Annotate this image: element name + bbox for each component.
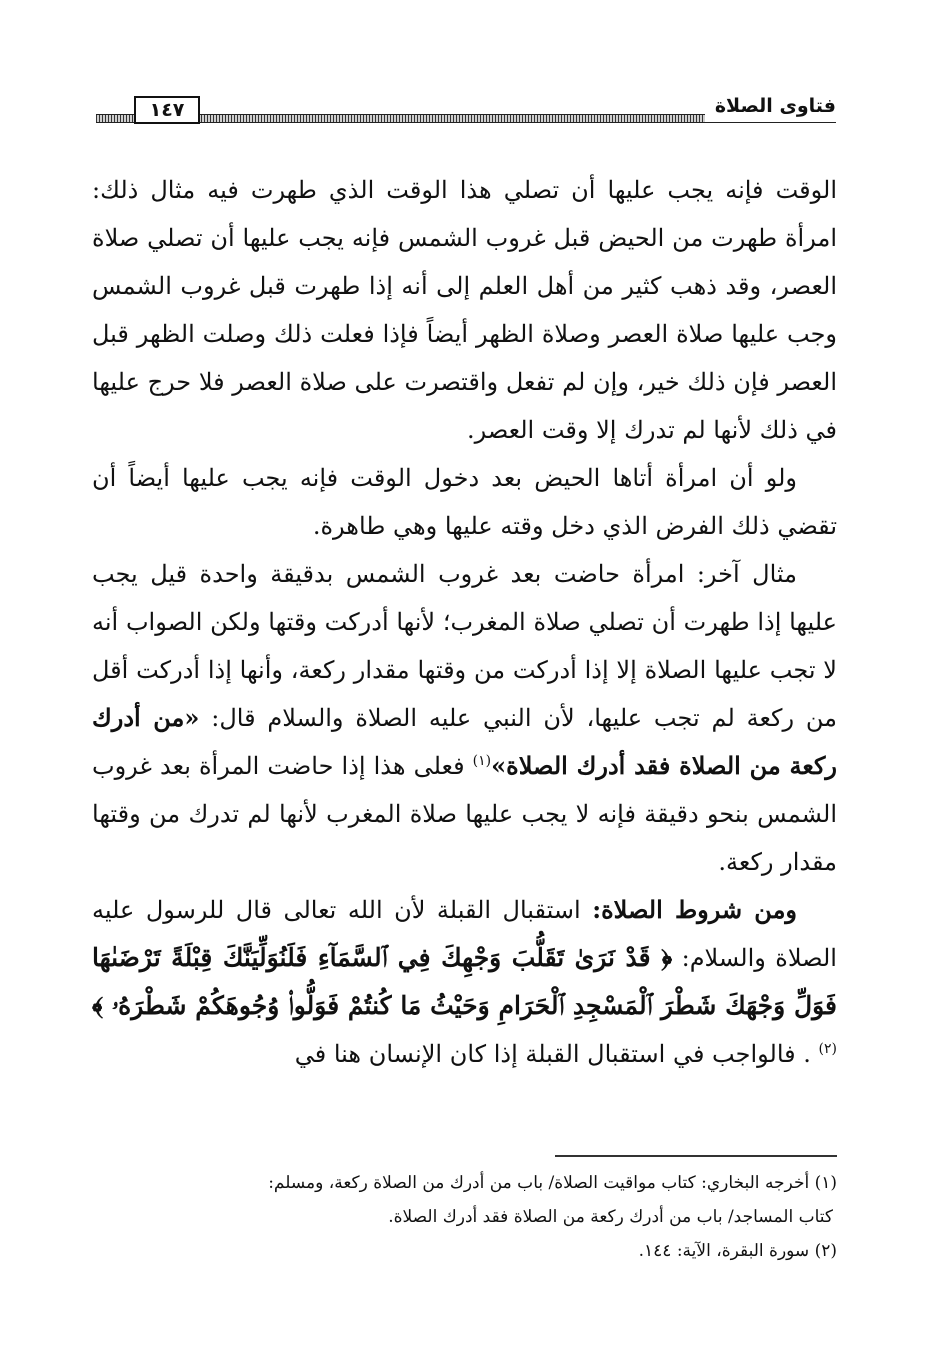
page-number: ١٤٧ [134,96,200,124]
footnote-separator [555,1155,837,1157]
book-title: فتاوى الصلاة [705,92,836,122]
paragraph-4-text: استقبال القبلة لأن الله تعالى قال للرسول عليه الصلاة والسلام: [92,896,837,972]
paragraph-3-continuation: فعلى هذا إذا حاضت المرأة بعد غروب الشمس بنحو دقيقة فإنه لا يجب عليها صلاة المغرب لأنها لم تدرك من وقتها مقدار ركعة. [92,752,837,876]
paragraph-2: ولو أن امرأة أتاها الحيض بعد دخول الوقت فإنه يجب عليها أيضاً أن تقضي ذلك الفرض الذي دخل وقته عليها وهي طاهرة. [92,464,837,540]
footnote-ref-2: (٢) [818,1041,837,1057]
footnote-1-line-1: (١) أخرجه البخاري: كتاب مواقيت الصلاة/ باب من أدرك من الصلاة ركعة، ومسلم: [268,1173,837,1193]
footnote-2: (٢) سورة البقرة، الآية: ١٤٤. [638,1241,837,1261]
body-text [92,166,837,1078]
quran-verse: ﴿ قَدْ نَرَىٰ تَقَلُّبَ وَجْهِكَ فِي ٱلسَّمَآءِ فَلَنُوَلِّيَنَّكَ قِبْلَةً تَرْضَىٰهَا فَوَلِّ وَجْهَكَ شَطْرَ ٱلْمَسْجِدِ ٱلْحَرَامِ وَحَيْثُ مَا كُنتُمْ فَوَلُّوا۟ وُجُوهَكُمْ شَطْرَهُۥ ﴾ [92,943,837,1020]
hadith-quote: «من أدرك ركعة من الصلاة فقد أدرك الصلاة» [92,703,837,780]
paragraph-4 [92,886,837,1078]
footnote-ref-1: (١) [472,753,492,769]
section-lead: ومن شروط الصلاة: [592,895,798,924]
footnote-1-line-2: كتاب المساجد/ باب من أدرك ركعة من الصلاة فقد أدرك الصلاة. [388,1207,833,1227]
footnotes [92,1166,837,1268]
paragraph-4-continuation: . فالواجب في استقبال القبلة إذا كان الإنسان هنا في [294,1040,811,1068]
paragraph-1: الوقت فإنه يجب عليها أن تصلي هذا الوقت الذي طهرت فيه مثال ذلك: امرأة طهرت من الحيض قبل غروب الشمس فإنه يجب عليها أن تصلي صلاة العصر، وقد ذهب كثير من أهل العلم إلى أنه إذا طهرت قبل غروب الشمس وجب عليها صلاة العصر وصلاة الظهر أيضاً فإذا فعلت ذلك وصلت الظهر قبل العصر فإن ذلك خير، وإن لم تفعل واقتصرت على صلاة العصر فلا حرج عليها في ذلك لأنها لم تدرك إلا وقت العصر. [92,176,838,444]
paragraph-3 [92,550,837,886]
running-header [96,92,836,132]
paragraph-3-text: مثال آخر: امرأة حاضت بعد غروب الشمس بدقيقة واحدة قيل يجب عليها إذا طهرت أن تصلي صلاة المغرب؛ لأنها أدركت وقتها ولكن الصواب أنه لا تجب عليها الصلاة إلا إذا أدركت من وقتها مقدار ركعة، وأنها إذا أدركت أقل من ركعة لم تجب عليها، لأن النبي عليه الصلاة والسلام قال: [92,560,837,732]
